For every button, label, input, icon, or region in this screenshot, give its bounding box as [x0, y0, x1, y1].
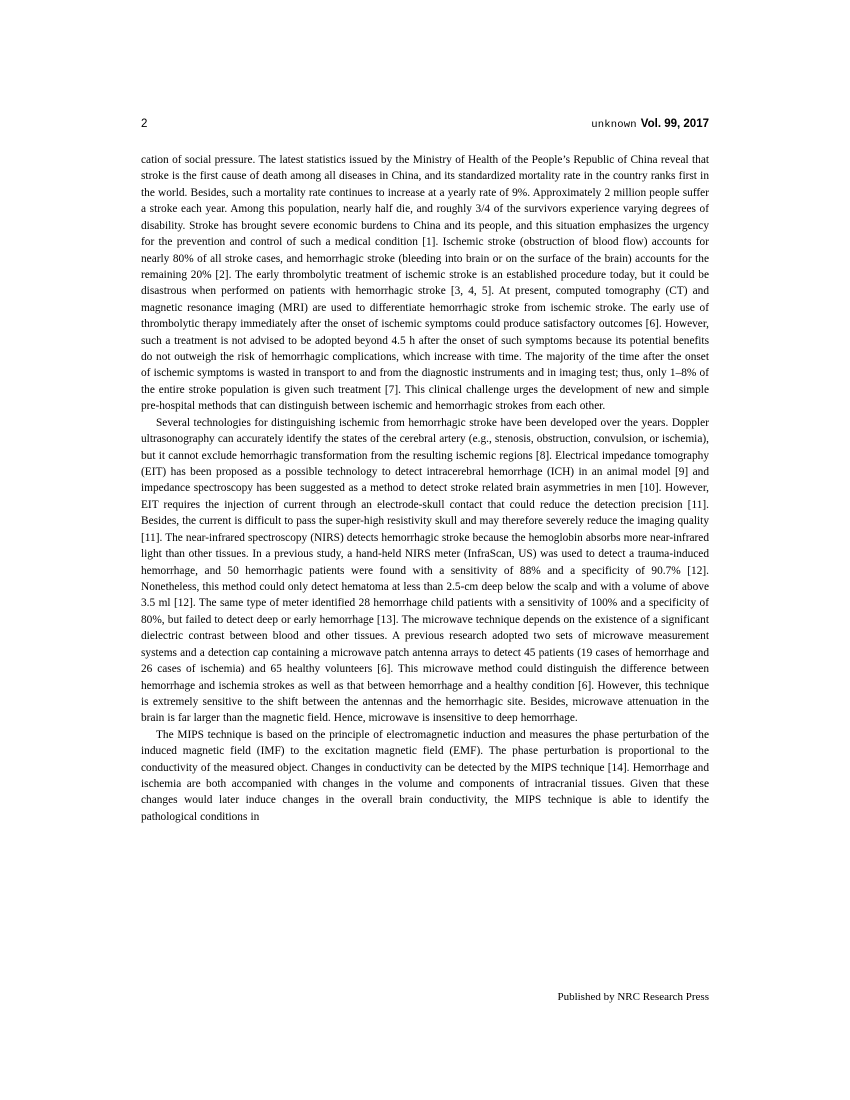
body-text-column — [141, 152, 709, 825]
page-number: 2 — [141, 118, 148, 130]
footer-publisher: Published by NRC Research Press — [557, 991, 709, 1003]
journal-name: unknown — [591, 119, 637, 131]
volume-issue-year: Vol. 99, 2017 — [640, 118, 709, 130]
paragraph-technologies-review: Several technologies for distinguishing ischemic from hemorrhagic stroke have been developed over the years. Doppler ultrasonography can accurately identify the states of the cerebral artery (e.g., stenosis, obstruction, convulsion, or ischemia), but it cannot exclude hemorrhagic transformation from the resulting ischemic regions [8]. Electrical impedance tomography (EIT) has been proposed as a possible technology to detect intracerebral hemorrhage (ICH) in an animal model [9] and impedance spectroscopy has been suggested as a method to detect stroke related brain asymmetries in men [10]. However, EIT requires the injection of current through an electrode-skull contact that could reduce the detection precision [11]. Besides, the current is difficult to pass the super-high resistivity skull and may therefore severely reduce the imaging quality [11]. The near-infrared spectroscopy (NIRS) detects hemorrhagic stroke because the hemoglobin absorbs more near-infrared light than other tissues. In a previous study, a hand-held NIRS meter (InfraScan, US) was used to detect a trauma-induced hemorrhage, and 50 hemorrhagic patients were found with a sensitivity of 88% and a specificity of 90.7% [12]. Nonetheless, this method could only detect hematoma at less than 2.5-cm deep below the scalp and with a volume of above 3.5 ml [12]. The same type of meter identified 28 hemorrhage child patients with a sensitivity of 100% and a specificity of 80%, but failed to detect deep or early hemorrhage [13]. The microwave technique depends on the existence of a significant dielectric contrast between blood and other tissues. A previous research adopted two sets of microwave measurement systems and a detection cap containing a microwave patch antenna arrays to detect 45 patients (19 cases of hemorrhage and 26 cases of ischemia) and 65 healthy volunteers [6]. This microwave method could distinguish the difference between hemorrhage and ischemia strokes as well as that between hemorrhage and a healthy condition [6]. However, this technique is extremely sensitive to the shift between the antennas and the hemorrhagic site. Besides, microwave attenuation in the brain is far larger than the magnetic field. Hence, microwave is insensitive to deep hemorrhage. — [141, 416, 709, 725]
running-head-right — [591, 118, 709, 132]
paragraph-mips-technique: The MIPS technique is based on the principle of electromagnetic induction and measures the phase perturbation of the induced magnetic field (IMF) to the excitation magnetic field (EMF). The phase perturbation is proportional to the conductivity of the measured object. Changes in conductivity can be detected by the MIPS technique [14]. Hemorrhage and ischemia are both accompanied with changes in the volume and components of intracranial tissues. Given that these changes would later induce changes in the overall brain conductivity, the MIPS technique is able to identify the pathological conditions in — [141, 728, 709, 823]
paragraph-continuation: cation of social pressure. The latest statistics issued by the Ministry of Health of the People’s Republic of China reveal that stroke is the first cause of death among all diseases in China, and its standardized mortality rate in the country ranks first in the world. Besides, such a mortality rate continues to increase at a yearly rate of 9%. Approximately 2 million people suffer a stroke each year. Among this population, nearly half die, and roughly 3/4 of the survivors experience varying degrees of disability. Stroke has brought severe economic burdens to China and its people, and this situation emphasizes the urgency for the prevention and control of such a medical condition [1]. Ischemic stroke (obstruction of blood flow) accounts for nearly 80% of all stroke cases, and hemorrhagic stroke (bleeding into brain or on the surface of the brain) accounts for the remaining 20% [2]. The early thrombolytic treatment of ischemic stroke is an established procedure today, but it could be disastrous when performed on patients with hemorrhagic stroke [3, 4, 5]. At present, computed tomography (CT) and magnetic resonance imaging (MRI) are used to differentiate hemorrhagic stroke from ischemic stroke. The early use of thrombolytic therapy immediately after the onset of ischemic symptoms could produce satisfactory outcomes [6]. However, such a treatment is not advised to be adopted beyond 4.5 h after the onset of such symptoms because its potential benefits do not outweigh the risk of hemorrhagic complications, which increase with time. The majority of the time after the onset of ischemic symptoms is wasted in transport to and from the diagnostic instruments and in imaging test; thus, only 1–8% of the entire stroke population is given such treatment [7]. This clinical challenge urges the development of new and simple pre-hospital methods that can distinguish between ischemic and hemorrhagic strokes from each other. — [141, 154, 709, 413]
running-head — [141, 118, 709, 134]
